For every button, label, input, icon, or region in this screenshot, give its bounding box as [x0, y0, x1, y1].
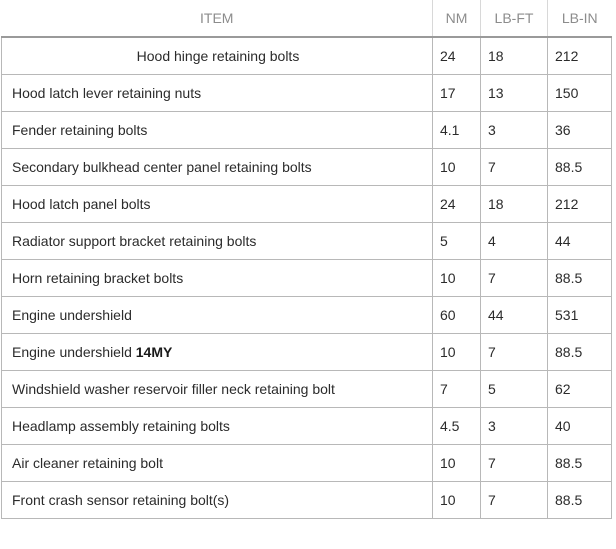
- table-row: [2, 408, 612, 445]
- item-cell: [2, 334, 433, 371]
- table-row: [2, 75, 612, 112]
- model-year-tag: 14MY: [135, 344, 173, 360]
- item-cell: [2, 408, 433, 445]
- header-lbin: LB-IN: [548, 0, 612, 37]
- header-lbft: LB-FT: [481, 0, 548, 37]
- table-row: [2, 112, 612, 149]
- item-text: Hood hinge retaining bolts: [136, 48, 300, 64]
- nm-cell: 24: [433, 186, 481, 223]
- table-row: [2, 186, 612, 223]
- nm-cell: 7: [433, 371, 481, 408]
- lbft-cell: 7: [481, 482, 548, 519]
- header-nm: NM: [433, 0, 481, 37]
- torque-spec-table: [1, 0, 612, 519]
- table-row: [2, 445, 612, 482]
- lbft-cell: 18: [481, 37, 548, 75]
- item-text: Headlamp assembly retaining bolts: [12, 418, 230, 434]
- lbft-cell: 18: [481, 186, 548, 223]
- item-cell: [2, 75, 433, 112]
- item-text: Front crash sensor retaining bolt(s): [12, 492, 230, 508]
- item-text: Fender retaining bolts: [12, 122, 148, 138]
- item-text: Horn retaining bracket bolts: [12, 270, 184, 286]
- lbin-cell: 44: [548, 223, 612, 260]
- lbin-cell: 88.5: [548, 334, 612, 371]
- lbin-cell: 40: [548, 408, 612, 445]
- item-text: Hood latch panel bolts: [12, 196, 151, 212]
- table-header-row: [2, 0, 612, 37]
- lbin-cell: 88.5: [548, 149, 612, 186]
- lbft-cell: 3: [481, 408, 548, 445]
- item-text: Windshield washer reservoir filler neck retaining bolt: [12, 381, 335, 397]
- table-row: [2, 334, 612, 371]
- lbft-cell: 4: [481, 223, 548, 260]
- nm-cell: 60: [433, 297, 481, 334]
- lbft-cell: 5: [481, 371, 548, 408]
- lbft-cell: 7: [481, 260, 548, 297]
- item-text: Hood latch lever retaining nuts: [12, 85, 202, 101]
- table-row: [2, 260, 612, 297]
- lbin-cell: 212: [548, 186, 612, 223]
- nm-cell: 4.1: [433, 112, 481, 149]
- table-row: [2, 482, 612, 519]
- nm-cell: 10: [433, 482, 481, 519]
- nm-cell: 24: [433, 37, 481, 75]
- item-cell: [2, 297, 433, 334]
- lbin-cell: 88.5: [548, 482, 612, 519]
- item-text: Secondary bulkhead center panel retaining bolts: [12, 159, 312, 175]
- lbft-cell: 7: [481, 445, 548, 482]
- lbin-cell: 88.5: [548, 260, 612, 297]
- nm-cell: 10: [433, 149, 481, 186]
- lbin-cell: 88.5: [548, 445, 612, 482]
- lbft-cell: 7: [481, 149, 548, 186]
- item-text: Engine undershield: [12, 344, 136, 360]
- lbft-cell: 44: [481, 297, 548, 334]
- lbft-cell: 7: [481, 334, 548, 371]
- item-cell: [2, 112, 433, 149]
- item-cell: [2, 371, 433, 408]
- item-text: Engine undershield: [12, 307, 132, 323]
- nm-cell: 5: [433, 223, 481, 260]
- nm-cell: 4.5: [433, 408, 481, 445]
- item-text: Radiator support bracket retaining bolts: [12, 233, 257, 249]
- nm-cell: 17: [433, 75, 481, 112]
- item-cell: [2, 149, 433, 186]
- lbft-cell: 13: [481, 75, 548, 112]
- header-item: ITEM: [2, 0, 433, 37]
- lbin-cell: 62: [548, 371, 612, 408]
- lbin-cell: 212: [548, 37, 612, 75]
- table-row: [2, 297, 612, 334]
- lbin-cell: 150: [548, 75, 612, 112]
- item-cell: [2, 186, 433, 223]
- table-row: [2, 149, 612, 186]
- lbin-cell: 531: [548, 297, 612, 334]
- lbft-cell: 3: [481, 112, 548, 149]
- item-cell: [2, 482, 433, 519]
- item-cell: [2, 223, 433, 260]
- item-cell: [2, 37, 433, 75]
- nm-cell: 10: [433, 260, 481, 297]
- table-row: [2, 223, 612, 260]
- item-cell: [2, 445, 433, 482]
- item-cell: [2, 260, 433, 297]
- table-row: [2, 37, 612, 75]
- nm-cell: 10: [433, 334, 481, 371]
- item-text: Air cleaner retaining bolt: [12, 455, 163, 471]
- nm-cell: 10: [433, 445, 481, 482]
- lbin-cell: 36: [548, 112, 612, 149]
- table-row: [2, 371, 612, 408]
